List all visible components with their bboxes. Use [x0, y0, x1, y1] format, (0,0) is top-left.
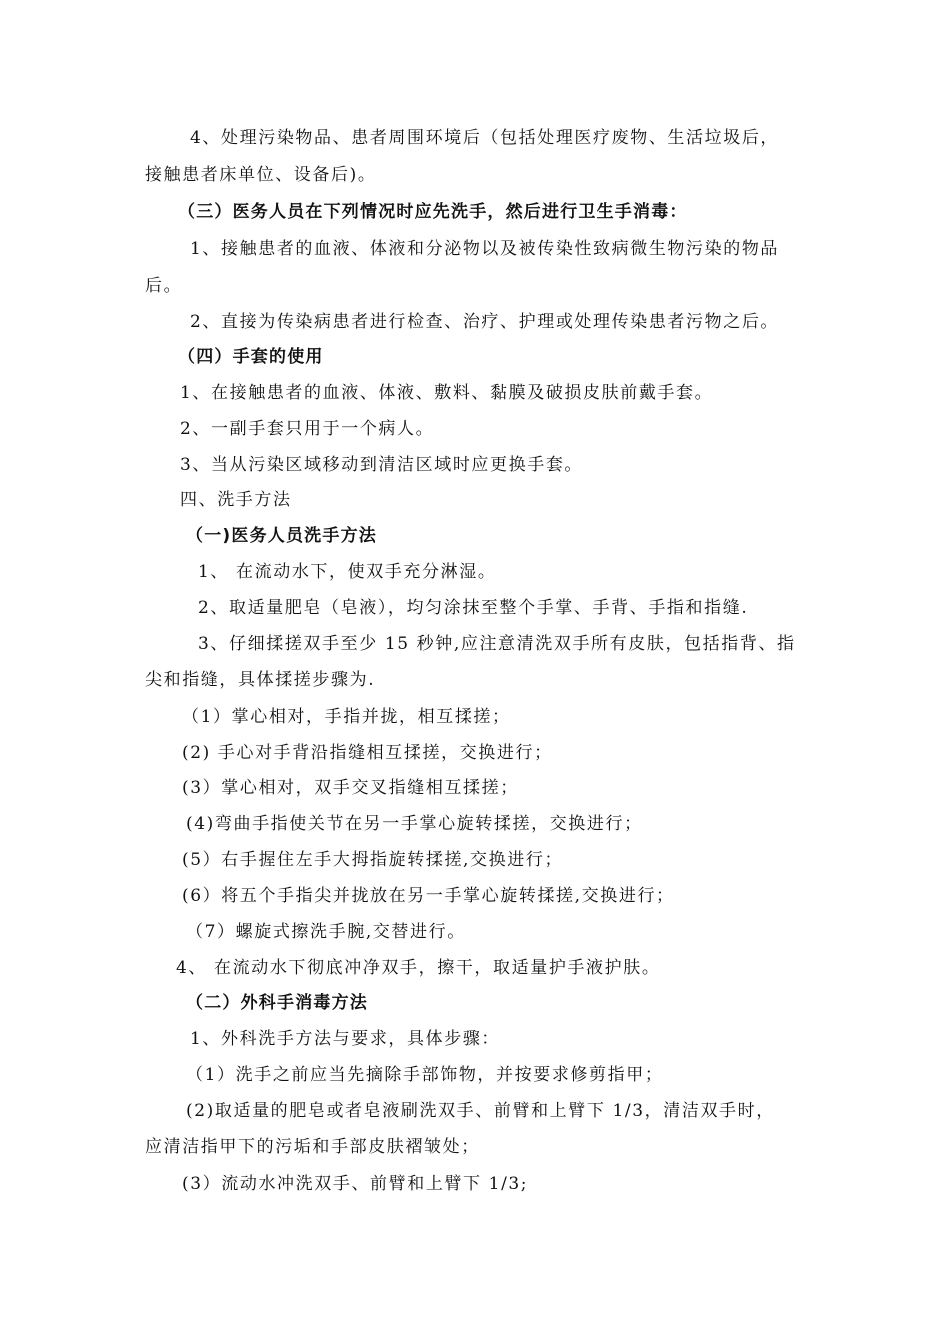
paragraph-line: 接触患者床单位、设备后)。: [145, 165, 377, 185]
paragraph-line: 尖和指缝，具体揉搓步骤为.: [145, 670, 376, 690]
paragraph-line: 应清洁指甲下的污垢和手部皮肤褶皱处；: [145, 1137, 480, 1157]
paragraph-line: 3、当从污染区域移动到清洁区域时应更换手套。: [180, 455, 584, 475]
paragraph-line: 1、在接触患者的血液、体液、敷料、黏膜及破损皮肤前戴手套。: [180, 383, 714, 403]
paragraph-line: 1、外科洗手方法与要求，具体步骤：: [190, 1029, 501, 1049]
list-item: (2) 手心对手背沿指缝相互揉搓，交换进行；: [182, 743, 553, 763]
paragraph-line: 4、处理污染物品、患者周围环境后（包括处理医疗废物、生活垃圾后，: [190, 128, 780, 148]
list-item: （1）洗手之前应当先摘除手部饰物，并按要求修剪指甲；: [186, 1065, 664, 1085]
paragraph-line: 4、 在流动水下彻底冲净双手，擦干，取适量护手液护肤。: [176, 958, 661, 978]
paragraph-line: 2、一副手套只用于一个病人。: [180, 419, 435, 439]
list-item: (5）右手握住左手大拇指旋转揉搓,交换进行；: [182, 850, 564, 870]
section-heading: （三）医务人员在下列情况时应先洗手，然后进行卫生手消毒：: [178, 202, 688, 222]
list-item: (6）将五个手指尖并拢放在另一手掌心旋转揉搓,交换进行；: [182, 886, 675, 906]
list-item: （1）掌心相对，手指并拢，相互揉搓；: [182, 707, 511, 727]
paragraph-line: 2、取适量肥皂（皂液），均匀涂抹至整个手掌、手背、手指和指缝.: [198, 598, 749, 618]
paragraph-line: 2、直接为传染病患者进行检查、治疗、护理或处理传染患者污物之后。: [190, 312, 780, 332]
list-item: (4)弯曲手指使关节在另一手掌心旋转揉搓，交换进行；: [186, 814, 643, 834]
section-heading: （一)医务人员洗手方法: [186, 526, 377, 546]
section-heading: （二）外科手消毒方法: [186, 993, 368, 1013]
section-heading: （四）手套的使用: [178, 347, 324, 367]
paragraph-line: 3、仔细揉搓双手至少 15 秒钟,应注意清洗双手所有皮肤，包括指背、指: [198, 634, 796, 654]
paragraph-line: 后。: [145, 276, 183, 296]
section-heading: 四、洗手方法: [180, 490, 292, 510]
paragraph-line: 1、 在流动水下，使双手充分淋湿。: [198, 562, 497, 582]
list-item: (3）掌心相对，双手交叉指缝相互揉搓；: [182, 778, 519, 798]
list-item: (2)取适量的肥皂或者皂液刷洗双手、前臂和上臂下 1/3，清洁双手时，: [186, 1101, 775, 1121]
list-item: (3）流动水冲洗双手、前臂和上臂下 1/3;: [182, 1174, 529, 1194]
list-item: （7）螺旋式擦洗手腕,交替进行。: [186, 922, 466, 942]
paragraph-line: 1、接触患者的血液、体液和分泌物以及被传染性致病微生物污染的物品: [190, 239, 780, 259]
